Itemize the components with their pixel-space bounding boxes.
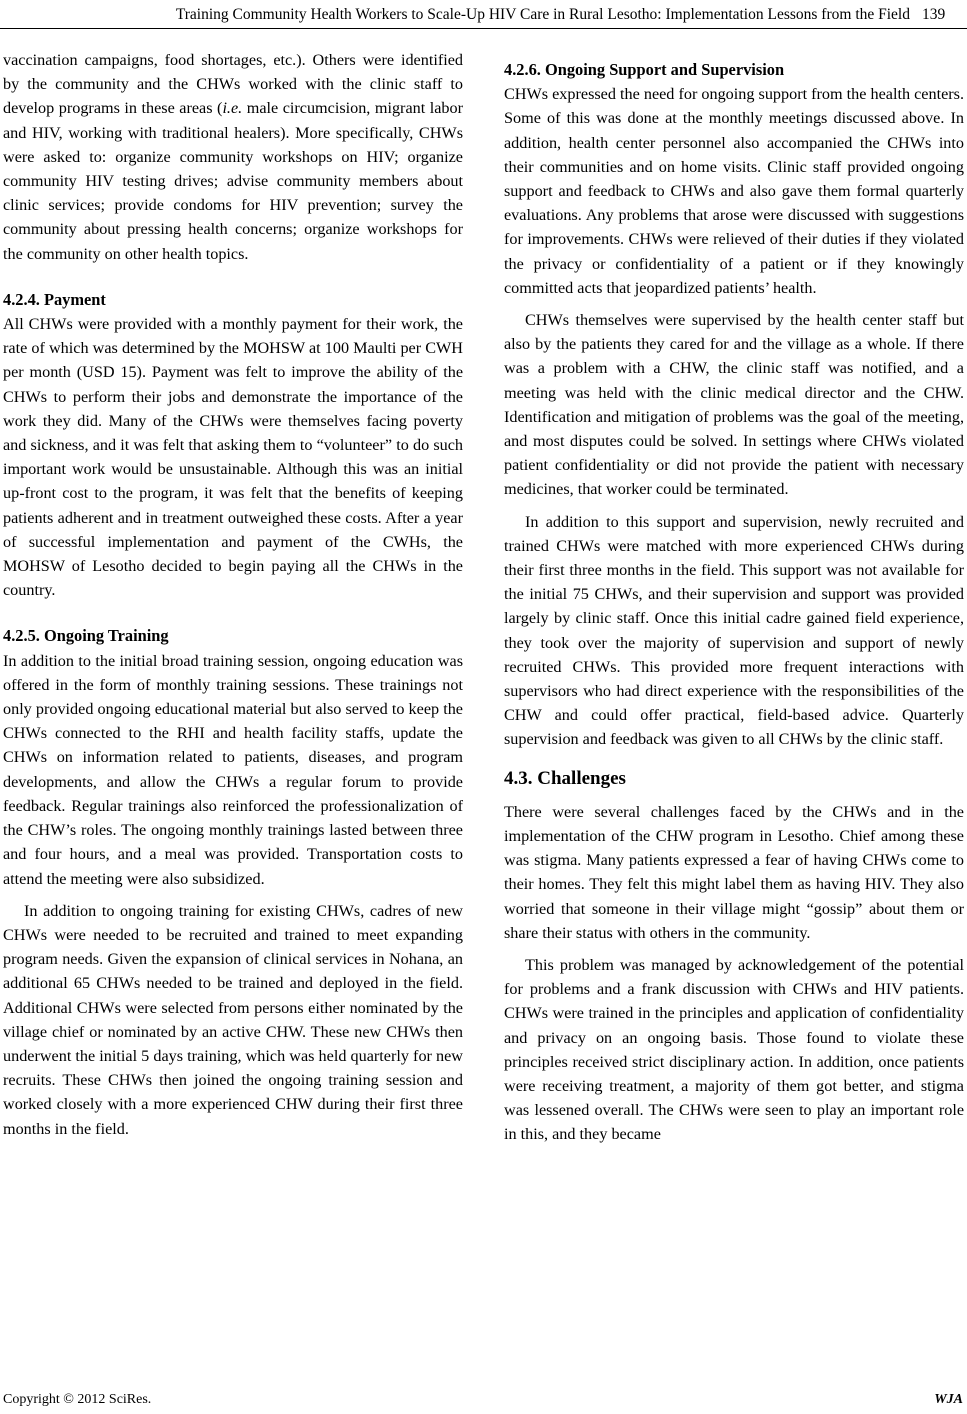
section-heading-challenges: 4.3. Challenges	[504, 767, 626, 789]
left-column	[3, 48, 463, 1141]
intro-text-b: male circumcision, migrant labor and HIV, working with traditional healers). More specifically, CHWs were asked to: organize community workshops on HIV; organize community HIV testing drives; advise community members about clinic services; provide condoms for HIV prevention; survey the community about pressing health concerns; organize workshops for the community on other health topics.	[3, 99, 463, 263]
section-heading-support-supervision: 4.2.6. Ongoing Support and Supervision	[504, 60, 785, 79]
intro-text-a: vaccination campaigns, food shortages, etc.). Others were identified by the community and the CHWs worked with the clinic staff to develop programs in these areas (	[3, 51, 463, 118]
intro-text-ie: i.e.	[222, 99, 243, 118]
page-header	[0, 6, 967, 26]
right-column	[504, 58, 964, 1147]
ongoing-training-paragraph-2: In addition to ongoing training for existing CHWs, cadres of new CHWs were needed to be recruited and trained to meet expanding program needs. Given the expansion of clinical services in Nohana, an additional 65 CHWs needed to be trained and deployed in the field. Additional CHWs were selected from persons either nominated by the village chief or nominated by an active CHW. These new CHWs then underwent the initial 5 days training, which was held quarterly for new recruits. These CHWs then joined the ongoing training session and worked closely with a more experienced CHW during their first three months in the field.	[3, 901, 463, 1138]
payment-paragraph: All CHWs were provided with a monthly payment for their work, the rate of which was determined by the MOHSW at 100 Maulti per CWH per month (USD 15). Payment was felt to improve the ability of the CHWs to perform their jobs and demonstrate the importance of the work they did. Many of the CHWs were themselves facing poverty and sickness, and it was felt that asking them to “volunteer” to do such important work would be unsustainable. Although this was an initial up-front cost to the program, it was felt that the benefits of keeping patients adherent and in treatment outweighed these costs. After a year of successful implementation and payment of the CWHs, the MOHSW of Lesotho decided to begin paying all the CHWs in the country.	[3, 315, 463, 600]
page-number: 139	[922, 6, 946, 23]
running-title: Training Community Health Workers to Scale-Up HIV Care in Rural Lesotho: Implementation Lessons from the Field	[175, 6, 910, 23]
section-heading-payment: 4.2.4. Payment	[3, 289, 106, 309]
support-paragraph-3: In addition to this support and supervision, newly recruited and trained CHWs were matched with more experienced CHWs during their first three months in the field. This support was not available for the initial 75 CHWs, and their supervision and support was provided largely by clinic staff. Once this initial cadre gained field experience, they took over the majority of supervision and support of newly recruited CHWs. This provided more frequent interactions with supervisors who had direct experience with the responsibilities of the CHW and could offer practical, field-based advice. Quarterly supervision and feedback was given to all CHWs by the clinic staff.	[504, 512, 964, 749]
challenges-paragraph-2: This problem was managed by acknowledgement of the potential for problems and a frank discussion with CHWs and HIV patients. CHWs were trained in the principles and application of confidentiality and privacy on an ongoing basis. Those found to violate these principles received strict disciplinary action. In addition, once patients were receiving treatment, a majority of them got better, and stigma was lessened overall. The CHWs were seen to play an important role in this, and they became	[504, 955, 964, 1144]
support-paragraph-2: CHWs themselves were supervised by the health center staff but also by the patients they cared for and the village as a whole. If there was a problem with a CHW, the clinic staff was notified, and a meeting was held with the clinic medical director and the CHW. Identification and mitigation of problems was the goal of the meeting, and most disputes could be solved. In settings where CHWs violated patient confidentiality or did not provide the patient with necessary medicines, that worker could be terminated.	[504, 311, 964, 499]
journal-abbrev: WJA	[934, 1392, 963, 1407]
support-paragraph-1: CHWs expressed the need for ongoing support from the health centers. Some of this was done at the monthly meetings discussed above. In addition, health center personnel also accompanied the CHWs into their communities and on home visits. Clinic staff provided ongoing support and feedback to CHWs and also gave them formal quarterly evaluations. Any problems that arose were discussed with suggestions for improvements. CHWs were relieved of their duties if they violated the privacy or confidentiality of a patient or if they knowingly committed acts that jeopardized patients’ health.	[504, 85, 964, 297]
intro-paragraph	[3, 48, 463, 266]
section-heading-ongoing-training: 4.2.5. Ongoing Training	[3, 626, 169, 646]
copyright-notice: Copyright © 2012 SciRes.	[3, 1392, 152, 1407]
header-rule	[0, 28, 967, 29]
challenges-paragraph-1: There were several challenges faced by the CHWs and in the implementation of the CHW program in Lesotho. Chief among these was stigma. Many patients expressed a fear of having CHWs come to their homes. They felt this might label them as having HIV. They also worried that someone in their village might “gossip” about them or share their status with others in the community.	[504, 802, 964, 942]
page-footer	[3, 1392, 963, 1410]
ongoing-training-paragraph-1: In addition to the initial broad training session, ongoing education was offered in the form of monthly training sessions. These trainings not only provided ongoing educational material but also served to keep the CHWs connected to the RHI and health facility staffs, update the CHWs on information related to patients, diseases, and program developments, and allow the CHWs a regular forum to provide feedback. Regular trainings also reinforced the professionalization of the CHW’s roles. The ongoing monthly trainings lasted between three and four hours, and a meal was provided. Transportation costs to attend the meeting were also subsidized.	[3, 651, 463, 888]
